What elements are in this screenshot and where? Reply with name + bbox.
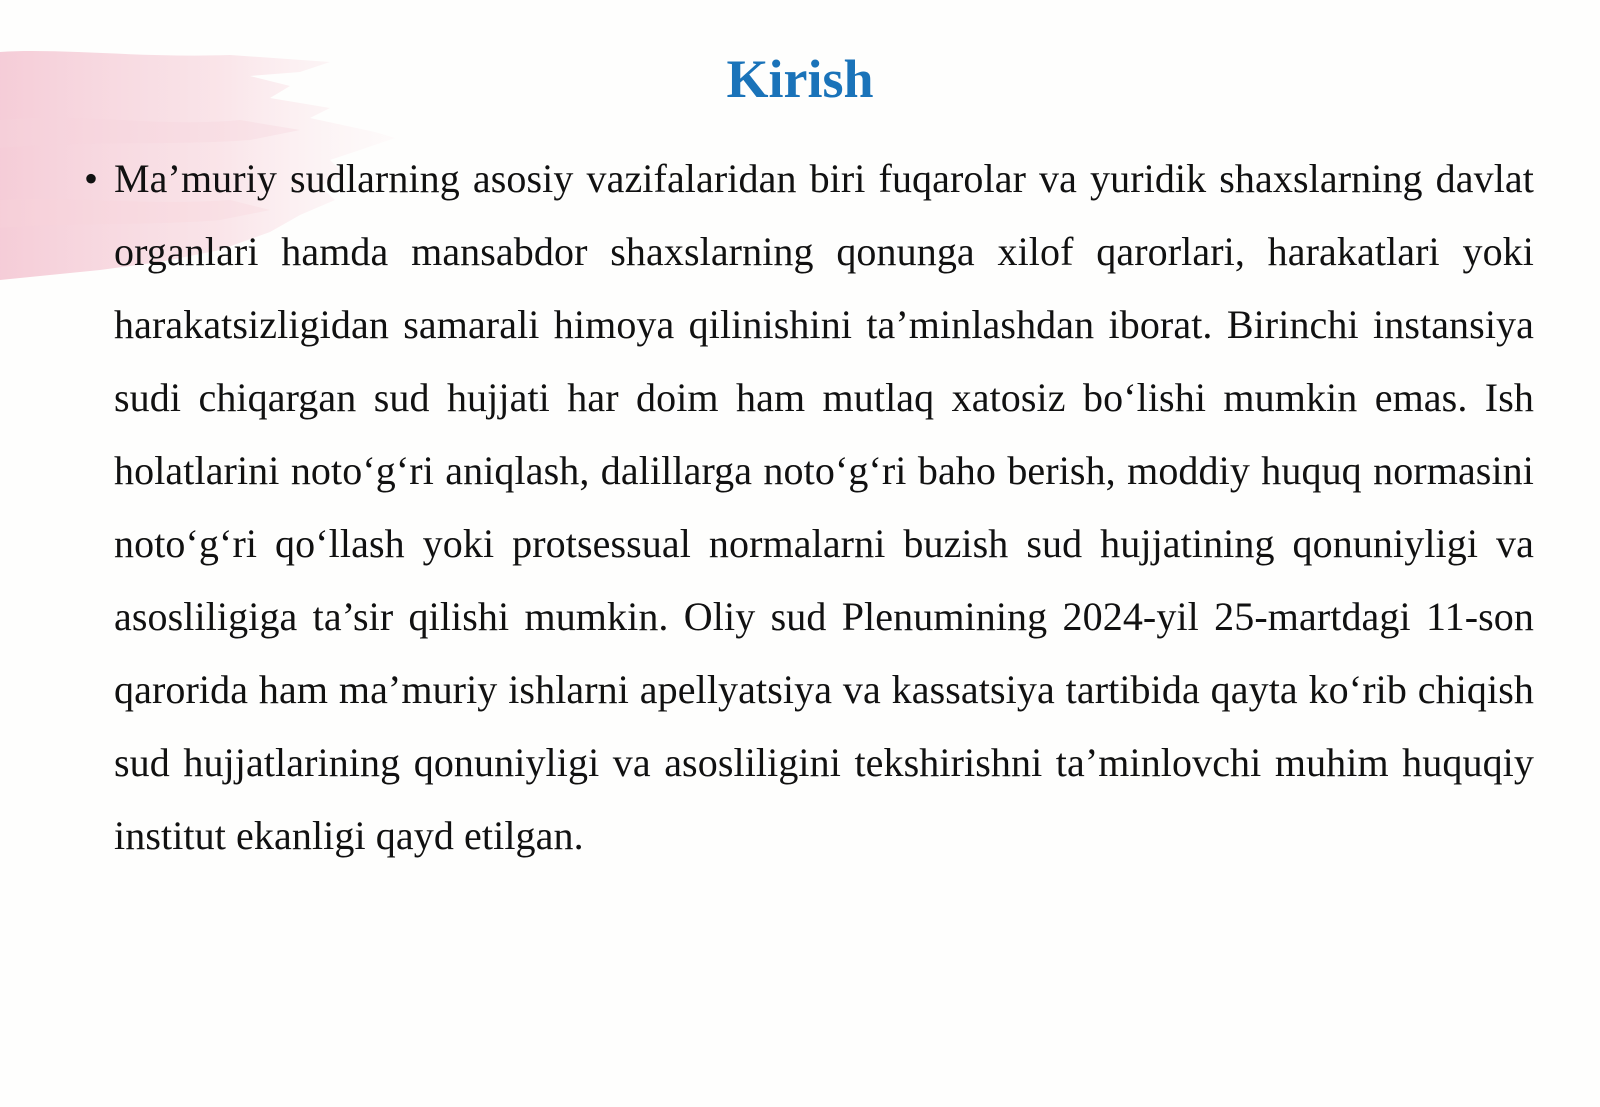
bullet-text: Ma’muriy sudlarning asosiy vazifalaridan biri fuqarolar va yuridik shaxslarning davlat organlari hamda mansabdor shaxslarning qonunga xilof qarorlari, harakatlari yoki harakatsizligidan samarali himoya qilinishini ta’minlashdan iborat. Birinchi instansiya sudi chiqargan sud hujjati har doim ham mutlaq xatosiz bo‘lishi mumkin emas. Ish holatlarini noto‘g‘ri aniqlash, dalillarga noto‘g‘ri baho berish, moddiy huquq normasini noto‘g‘ri qo‘llash yoki protsessual normalarni buzish sud hujjatining qonuniyligi va asosliligiga ta’sir qilishi mumkin. Oliy sud Plenumining 2024-yil 25-martdagi 11-son qarorida ham ma’muriy ishlarni apellyatsiya va kassatsiya tartibida qayta ko‘rib chiqish sud hujjatlarining qonuniyligi va asosliligini tekshirishni ta’minlovchi muhim huquqiy institut ekanligi qayd etilgan. [114, 156, 1534, 858]
bullet-icon: • [84, 156, 99, 201]
slide-title: Kirish [726, 49, 874, 109]
bullet-item [84, 142, 1534, 872]
bullet-list [84, 142, 1534, 872]
